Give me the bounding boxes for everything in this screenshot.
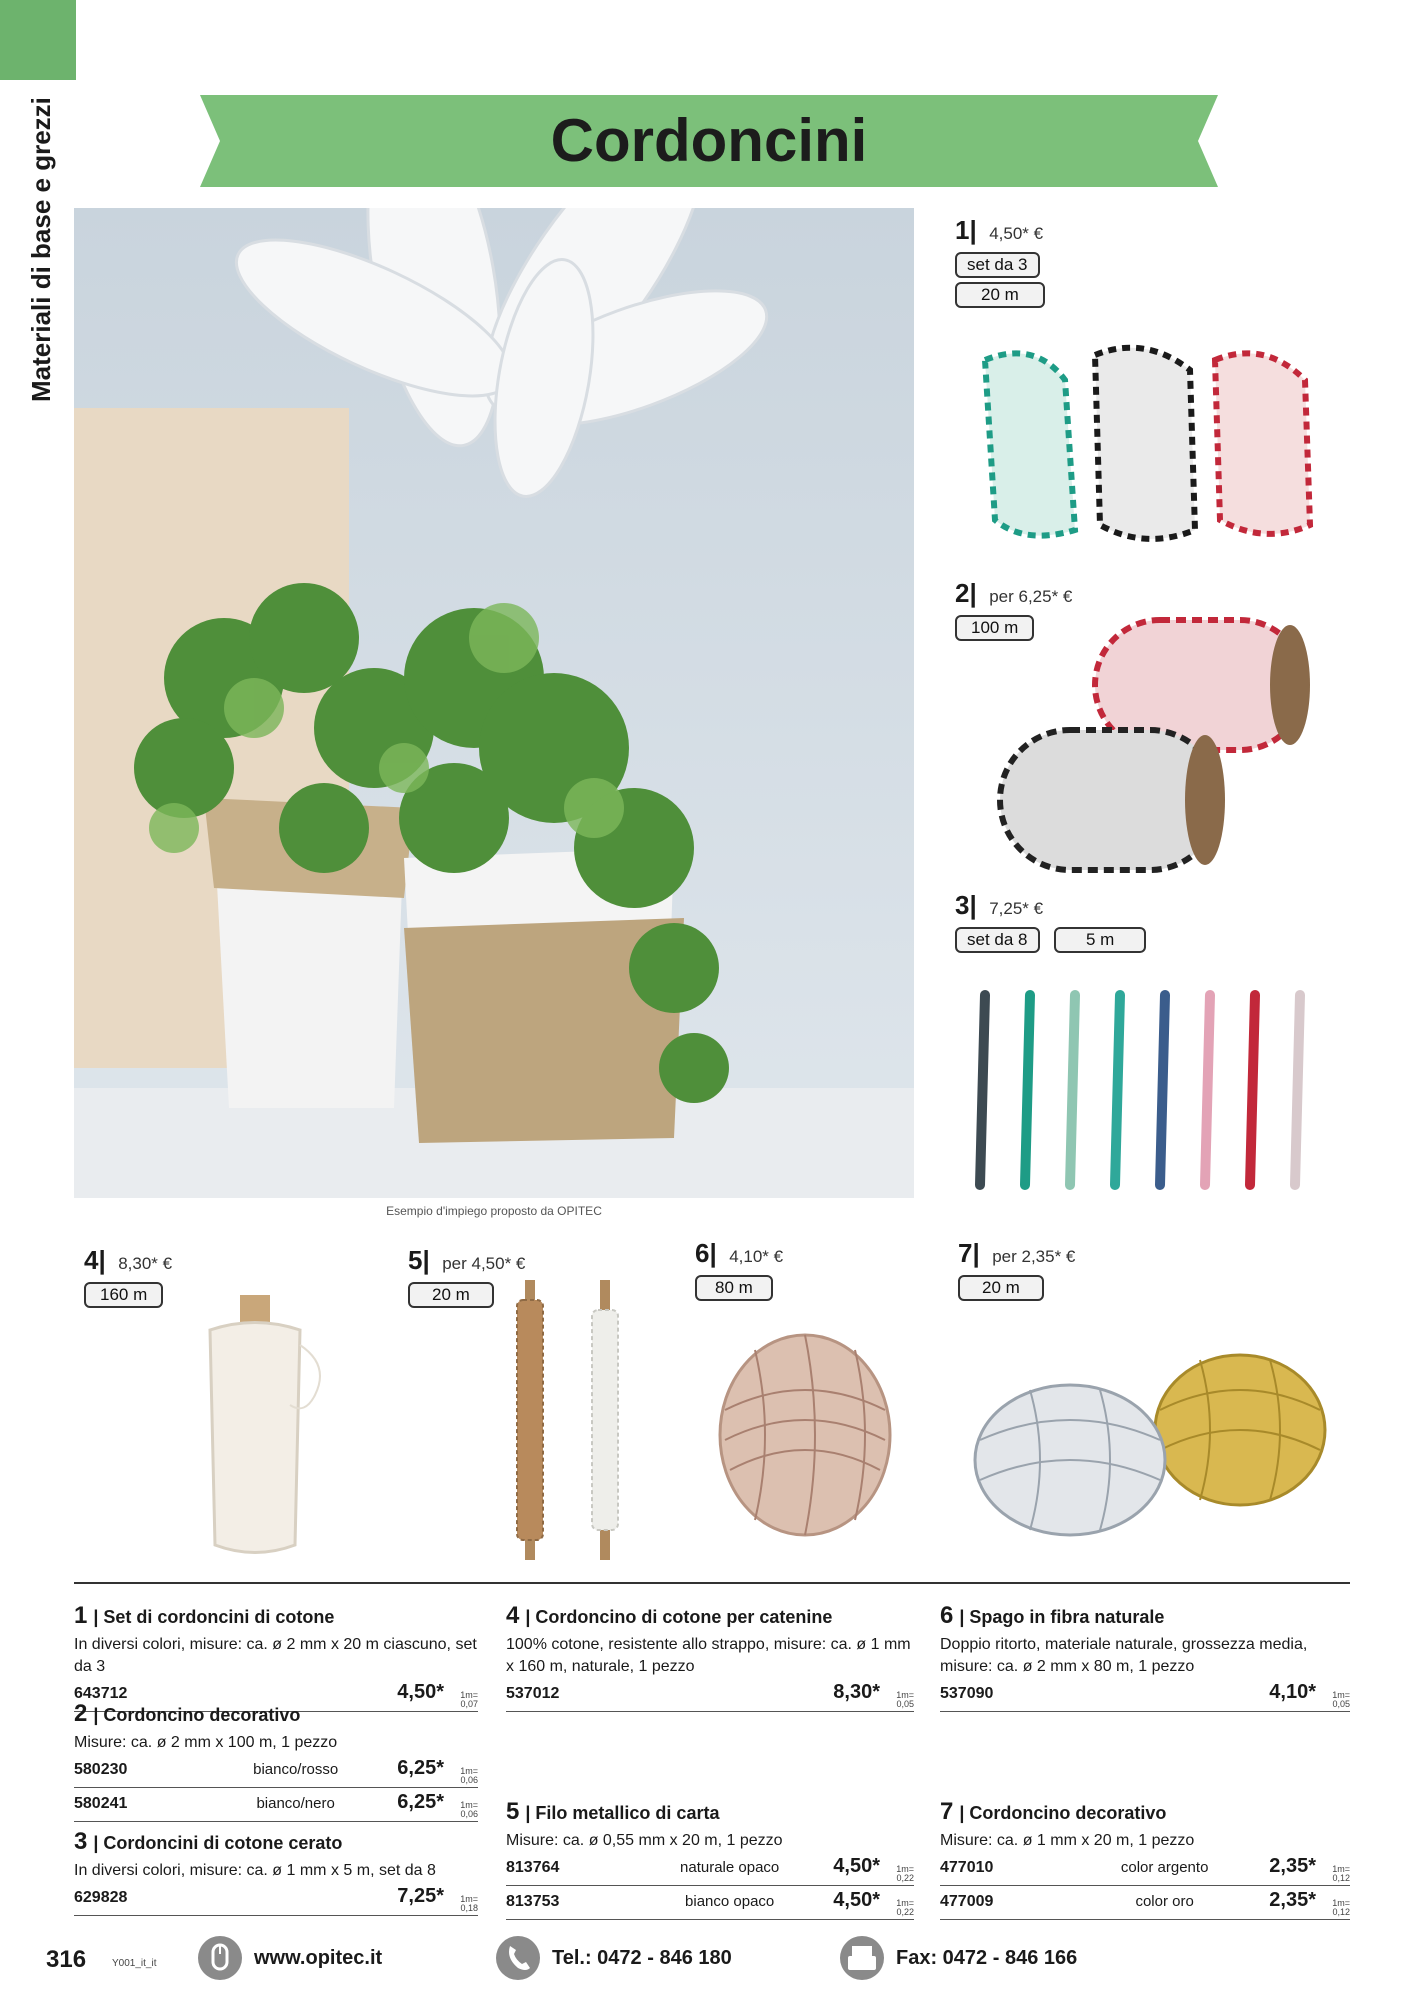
length-pill: 80 m: [695, 1275, 773, 1301]
description-text: Misure: ca. ø 1 mm x 20 m, 1 pezzo: [940, 1832, 1195, 1849]
phone-icon: [496, 1936, 540, 1980]
product-price: per 2,35* €: [992, 1247, 1076, 1266]
order-row: 537090 4,10* 1m= 0,05: [940, 1678, 1350, 1712]
description-1: [74, 1602, 478, 1712]
photo-caption: Esempio d'impiego proposto da OPITEC: [386, 1204, 602, 1218]
phone-number: Tel.: 0472 - 846 180: [552, 1946, 732, 1969]
length-pill: 20 m: [955, 282, 1045, 308]
product-6-header: 6| 4,10* € 80 m: [695, 1238, 783, 1301]
product-price: 7,25* €: [989, 899, 1044, 918]
product-4-image: [180, 1285, 340, 1565]
product-number: 4: [84, 1245, 99, 1275]
length-pill: 5 m: [1054, 927, 1146, 953]
product-5-header: 5| per 4,50* € 20 m: [408, 1245, 525, 1308]
order-row: 477009 color oro 2,35* 1m= 0,12: [940, 1886, 1350, 1920]
product-3-header: 3| 7,25* € set da 8 5 m: [955, 890, 1146, 953]
description-7: [940, 1798, 1350, 1920]
description-title: 2 | Cordoncino decorativo: [74, 1700, 301, 1727]
product-1-image: [965, 340, 1335, 550]
product-7-image: [970, 1350, 1340, 1540]
description-text: Doppio ritorto, materiale naturale, grossezza media, misure: ca. ø 2 mm x 80 m, 1 pezzo: [940, 1636, 1308, 1675]
product-6-image: [715, 1330, 895, 1540]
section-label-text: Materiali di base e grezzi: [26, 97, 56, 402]
order-row: 537012 8,30* 1m= 0,05: [506, 1678, 914, 1712]
order-row: 813753 bianco opaco 4,50* 1m= 0,22: [506, 1886, 914, 1920]
order-row: 629828 7,25* 1m= 0,18: [74, 1882, 478, 1916]
product-number: 6: [695, 1238, 710, 1268]
website-link[interactable]: www.opitec.it: [254, 1946, 383, 1969]
product-2-header: 2| per 6,25* € 100 m: [955, 578, 1072, 641]
product-number: 5: [408, 1245, 423, 1275]
product-price: per 4,50* €: [442, 1254, 526, 1273]
order-row: 643712 4,50* 1m= 0,07: [74, 1678, 478, 1712]
mouse-icon: [198, 1936, 242, 1980]
description-title: 3 | Cordoncini di cotone cerato: [74, 1828, 343, 1855]
order-row: 477010 color argento 2,35* 1m= 0,12: [940, 1852, 1350, 1886]
product-price: 4,10* €: [729, 1247, 784, 1266]
length-pill: 160 m: [84, 1282, 163, 1308]
description-3: [74, 1828, 478, 1916]
description-title: 5 | Filo metallico di carta: [506, 1798, 720, 1825]
length-pill: 100 m: [955, 615, 1034, 641]
description-6: [940, 1602, 1350, 1712]
pack-size-pill: set da 8: [955, 927, 1040, 953]
description-text: Misure: ca. ø 0,55 mm x 20 m, 1 pezzo: [506, 1832, 783, 1849]
description-title: 4 | Cordoncino di cotone per catenine: [506, 1602, 833, 1629]
section-label: [20, 90, 60, 420]
order-row: 580241 bianco/nero 6,25* 1m= 0,06: [74, 1788, 478, 1822]
product-number: 2: [955, 578, 970, 608]
product-3-image: [960, 985, 1350, 1200]
description-4: [506, 1602, 914, 1712]
footer-phone: [496, 1936, 732, 1980]
description-title: 6 | Spago in fibra naturale: [940, 1602, 1165, 1629]
footer-website[interactable]: [198, 1936, 382, 1980]
order-row: 813764 naturale opaco 4,50* 1m= 0,22: [506, 1852, 914, 1886]
order-row: 580230 bianco/rosso 6,25* 1m= 0,06: [74, 1754, 478, 1788]
footer-fax: [840, 1936, 1077, 1980]
product-1-header: 1| 4,50* € set da 3 20 m: [955, 215, 1045, 308]
description-5: [506, 1798, 914, 1920]
product-price: per 6,25* €: [989, 587, 1073, 606]
product-price: 8,30* €: [118, 1254, 173, 1273]
product-price: 4,50* €: [989, 224, 1044, 243]
page-number: 316: [46, 1946, 87, 1973]
fax-number: Fax: 0472 - 846 166: [896, 1946, 1078, 1969]
product-4-header: 4| 8,30* € 160 m: [84, 1245, 172, 1308]
main-photo: [74, 208, 914, 1198]
pack-size-pill: set da 3: [955, 252, 1040, 278]
description-title: 7 | Cordoncino decorativo: [940, 1798, 1167, 1825]
product-number: 3: [955, 890, 970, 920]
product-7-header: 7| per 2,35* € 20 m: [958, 1238, 1075, 1301]
description-2: [74, 1700, 478, 1822]
plant-photo-illustration: [74, 208, 914, 1198]
description-text: Misure: ca. ø 2 mm x 100 m, 1 pezzo: [74, 1734, 338, 1751]
description-text: 100% cotone, resistente allo strappo, misure: ca. ø 1 mm x 160 m, naturale, 1 pezzo: [506, 1636, 911, 1675]
fax-icon: [840, 1936, 884, 1980]
description-text: In diversi colori, misure: ca. ø 1 mm x 5 m, set da 8: [74, 1862, 436, 1879]
product-2-image: [990, 610, 1330, 890]
product-number: 1: [955, 215, 970, 245]
length-pill: 20 m: [408, 1282, 494, 1308]
description-text: In diversi colori, misure: ca. ø 2 mm x 20 m ciascuno, set da 3: [74, 1636, 477, 1675]
page-title: Cordoncini: [550, 107, 868, 174]
product-5-image: [505, 1270, 645, 1570]
section-divider: [74, 1582, 1350, 1584]
edition-code: Y001_it_it: [112, 1958, 157, 1969]
product-number: 7: [958, 1238, 973, 1268]
title-banner: [200, 95, 1218, 187]
length-pill: 20 m: [958, 1275, 1044, 1301]
corner-tab: [0, 0, 76, 80]
description-title: 1 | Set di cordoncini di cotone: [74, 1602, 335, 1629]
